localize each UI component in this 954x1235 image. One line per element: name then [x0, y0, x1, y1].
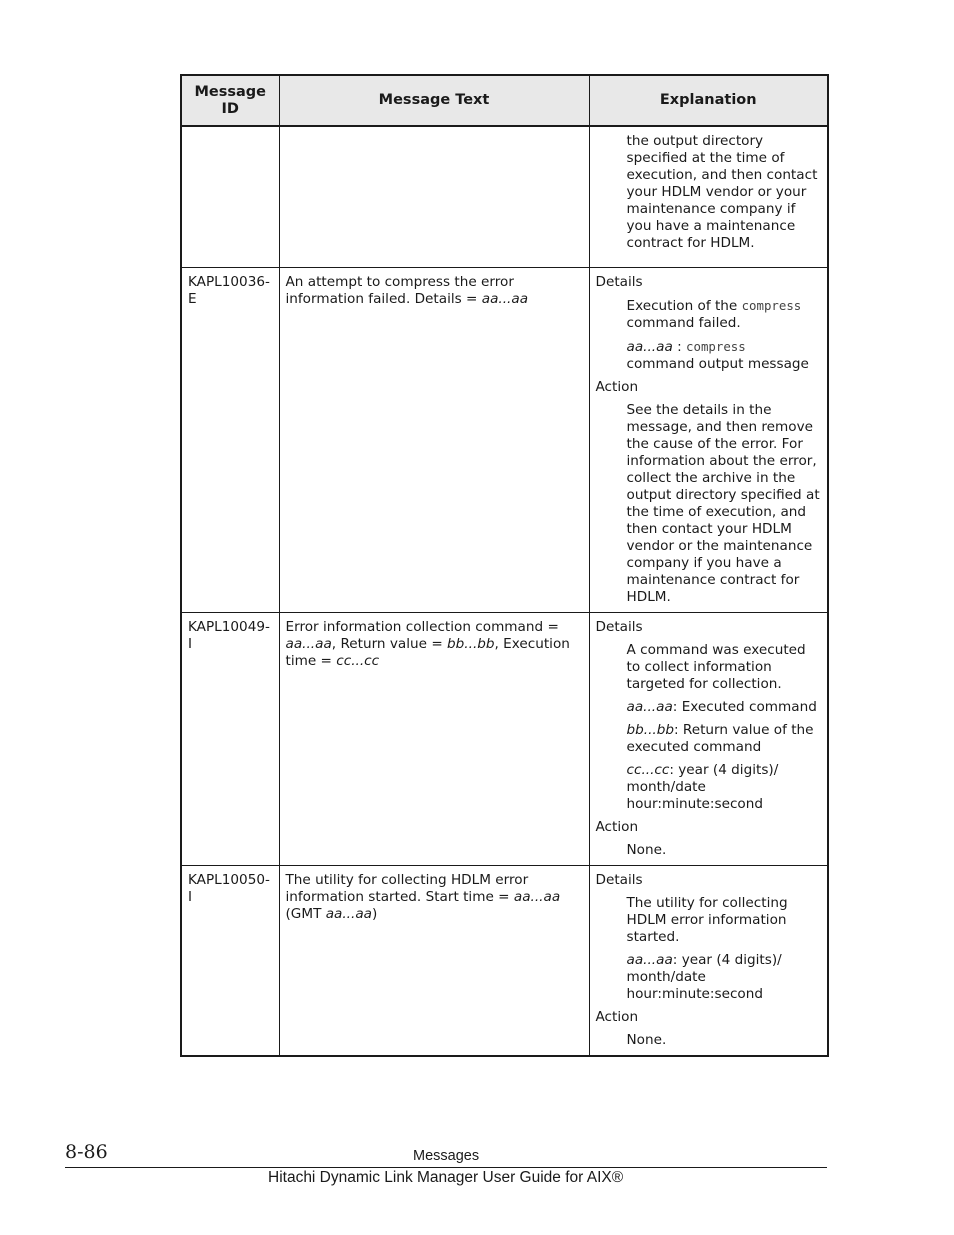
explanation — [589, 267, 828, 612]
header-message-text: Message Text — [279, 75, 589, 126]
code-term: compress — [686, 338, 746, 354]
footer-divider — [65, 1167, 827, 1168]
page-number: 8-86 — [65, 1141, 108, 1163]
details-label: Details — [595, 273, 643, 290]
action-label: Action — [595, 818, 639, 835]
detail-item: aa...aa: Executed command — [626, 698, 817, 715]
footer-section: Messages — [413, 1148, 480, 1164]
action-label: Action — [595, 378, 639, 395]
details-label: Details — [595, 618, 643, 635]
cell-text-empty — [279, 126, 589, 267]
detail-item: cc...cc: year (4 digits)/ month/date hour:minute:second — [626, 761, 779, 812]
code-term: compress — [741, 297, 802, 313]
detail-item: The utility for collecting HDLM error information started. — [626, 894, 788, 945]
details-label: Details — [595, 871, 643, 888]
table-header-row — [181, 75, 828, 126]
message-table — [180, 74, 829, 1057]
message-id: KAPL10036-E — [181, 267, 279, 612]
message-text: The utility for collecting HDLM error information started. Start time = aa...aa (GMT aa...aa) — [279, 865, 589, 1056]
action-text: None. — [626, 841, 667, 858]
message-text: Error information collection command = aa...aa, Return value = bb...bb, Execution time = cc...cc — [279, 612, 589, 865]
message-text: An attempt to compress the error information failed. Details = aa...aa — [279, 267, 589, 612]
continued-text: the output directory specified at the time of execution, and then contact your HDLM vendor or your maintenance company if you have a maintenance contract for HDLM. — [626, 133, 818, 251]
variable: aa...aa — [481, 290, 529, 307]
header-explanation: Explanation — [589, 75, 828, 126]
detail-item: Execution of the compress command failed. — [626, 297, 802, 331]
table-row — [181, 267, 828, 612]
cell-id-empty — [181, 126, 279, 267]
action-text: See the details in the message, and then remove the cause of the error. For information about the error, collect the archive in the output directory specified at the time of execution, and then contact your HDLM vendor or the maintenance company if you have a maintenance contract for HDLM. — [626, 401, 820, 605]
explanation — [589, 865, 828, 1056]
table-row — [181, 865, 828, 1056]
detail-item: aa...aa: year (4 digits)/ month/date hour:minute:second — [626, 951, 782, 1002]
cell-explanation-continued — [589, 126, 828, 267]
message-id: KAPL10050-I — [181, 865, 279, 1056]
explanation — [589, 612, 828, 865]
table-row — [181, 612, 828, 865]
action-text: None. — [626, 1031, 667, 1048]
action-label: Action — [595, 1008, 639, 1025]
detail-item: A command was executed to collect information targeted for collection. — [626, 641, 806, 692]
message-id: KAPL10049-I — [181, 612, 279, 865]
footer-book-title: Hitachi Dynamic Link Manager User Guide for AIX® — [268, 1169, 624, 1186]
detail-item: aa...aa : compress command output message — [626, 338, 809, 372]
table-row-continued — [181, 126, 828, 267]
header-message-id: Message ID — [181, 75, 279, 126]
detail-item: bb...bb: Return value of the executed command — [626, 721, 814, 755]
